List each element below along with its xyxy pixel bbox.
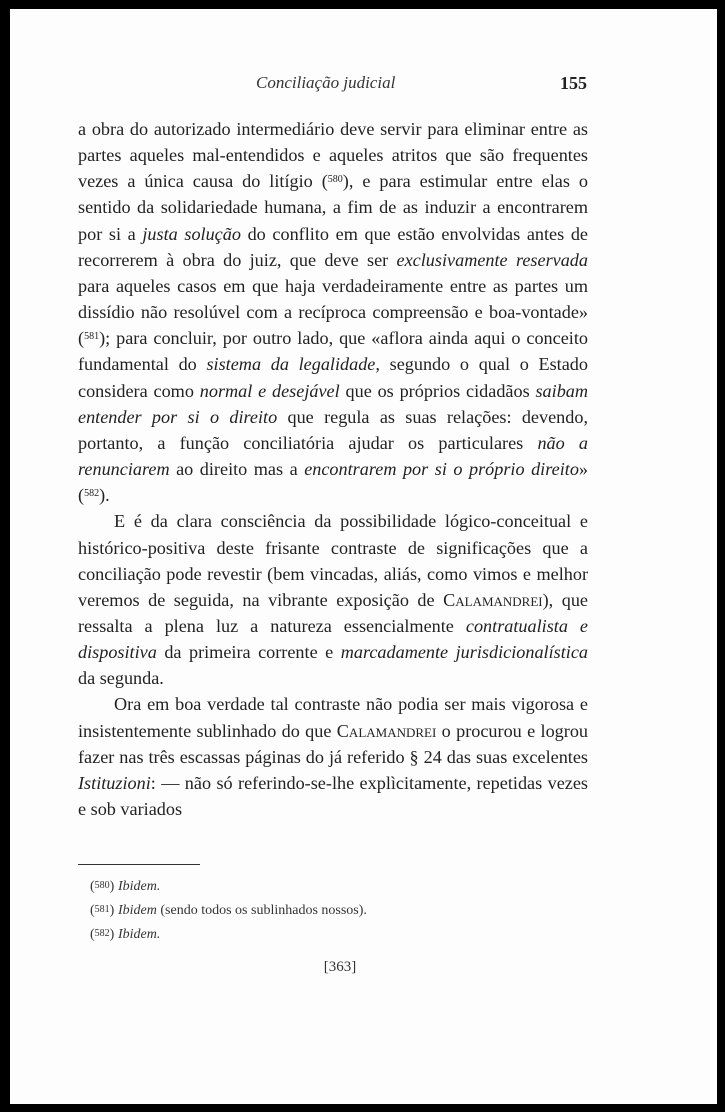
author-name: Calamandrei <box>336 720 437 741</box>
italic-text: contratualista e dispositiva <box>78 615 588 663</box>
text-run: » ( <box>78 459 589 506</box>
footnote <box>90 923 550 947</box>
text-run: da primeira corrente e <box>156 642 341 663</box>
text-run: o procurou e logrou fazer nas três escassas páginas do já referido § 24 das suas excelentes <box>78 720 589 767</box>
text-run: ). <box>99 485 110 506</box>
italic-text: Istituzioni <box>78 772 151 793</box>
text-run: Ora em boa verdade tal contraste não podia ser mais vigorosa e insistentemente sublinhado do que <box>78 694 588 741</box>
text-run: ), e para estimular entre elas o sentido da solidariedade humana, a fim de as induzir a encontrarem por si a <box>78 171 588 244</box>
folio-number: [363] <box>323 959 357 975</box>
footnote-reference: 580 <box>327 174 343 186</box>
text-run: que os próprios cidadãos <box>339 380 536 401</box>
footnote-reference: 582 <box>84 488 100 500</box>
footnote-reference: 581 <box>84 331 100 343</box>
footnote-text: Ibidem. <box>118 879 161 894</box>
text-run: segundo o qual o Estado considera como <box>78 354 588 401</box>
italic-text: marcadamente jurisdicionalística <box>340 642 588 663</box>
text-run: a obra do autorizado intermediário deve servir para eliminar entre as partes aqueles mal-entendidos e aqueles atritos que são frequentes vezes a única causa do litígio ( <box>78 119 588 192</box>
footnotes <box>90 875 550 947</box>
italic-text: justa solução <box>142 223 241 244</box>
text-run: ), que ressalta a plena luz a natureza essencialmente <box>78 589 588 636</box>
italic-text: sistema da legalidade, <box>206 354 380 375</box>
italic-text: encontrarem por si o próprio direito <box>304 459 579 480</box>
text-run: do conflito em que estão envolvidas antes de recorrerem à obra do juiz, que deve ser <box>78 223 588 270</box>
footnote-marker: ($^{581}$) <box>90 903 115 918</box>
footnote <box>90 899 550 923</box>
paragraph <box>78 691 588 822</box>
body-text <box>78 116 588 822</box>
paragraph <box>78 116 588 508</box>
footnote-marker: ($^{582}$) <box>90 927 115 942</box>
italic-text: normal e desejável <box>199 380 340 401</box>
footnote-divider <box>78 864 200 865</box>
footnote-text: Ibidem. <box>118 927 161 942</box>
footnote-text: Ibidem (sendo todos os sublinhados nossos). <box>118 903 367 918</box>
text-run: ao direito mas a <box>169 459 305 480</box>
text-run: : — não só referindo-se-lhe explìcitamente, repetidas vezes e sob variados <box>78 772 588 820</box>
italic-text: exclusivamente reservada <box>396 249 588 270</box>
page-header <box>10 73 717 99</box>
text-run: ); para concluir, por outro lado, que «aflora ainda aqui o conceito fundamental do <box>78 328 588 375</box>
running-title: Conciliação judicial <box>256 73 396 92</box>
text-run: da segunda. <box>78 668 164 689</box>
footnote-marker: ($^{580}$) <box>90 879 115 894</box>
book-page <box>10 9 717 1104</box>
page-number: 155 <box>560 73 587 93</box>
text-run: para aqueles casos em que haja verdadeiramente entre as partes um dissídio não resolúvel com a recíproca compreensão e boa-vontade» ( <box>78 275 588 349</box>
text-run: E é da clara consciência da possibilidade lógico-conceitual e histórico-positiva deste frisante contraste de significações que a conciliação pode revestir (bem vincadas, aliás, como vimos e melhor veremos de seguida, na vibrante exposição de <box>78 511 588 610</box>
italic-text: saibam entender por si o direito <box>78 380 589 427</box>
italic-text: não a renunciarem <box>78 432 589 480</box>
author-name: Calamandrei <box>443 589 543 610</box>
paragraph <box>78 508 588 691</box>
footnote <box>90 875 550 899</box>
text-run: que regula as suas relações: devendo, portanto, a função conciliatória ajudar os particulares <box>78 406 588 453</box>
